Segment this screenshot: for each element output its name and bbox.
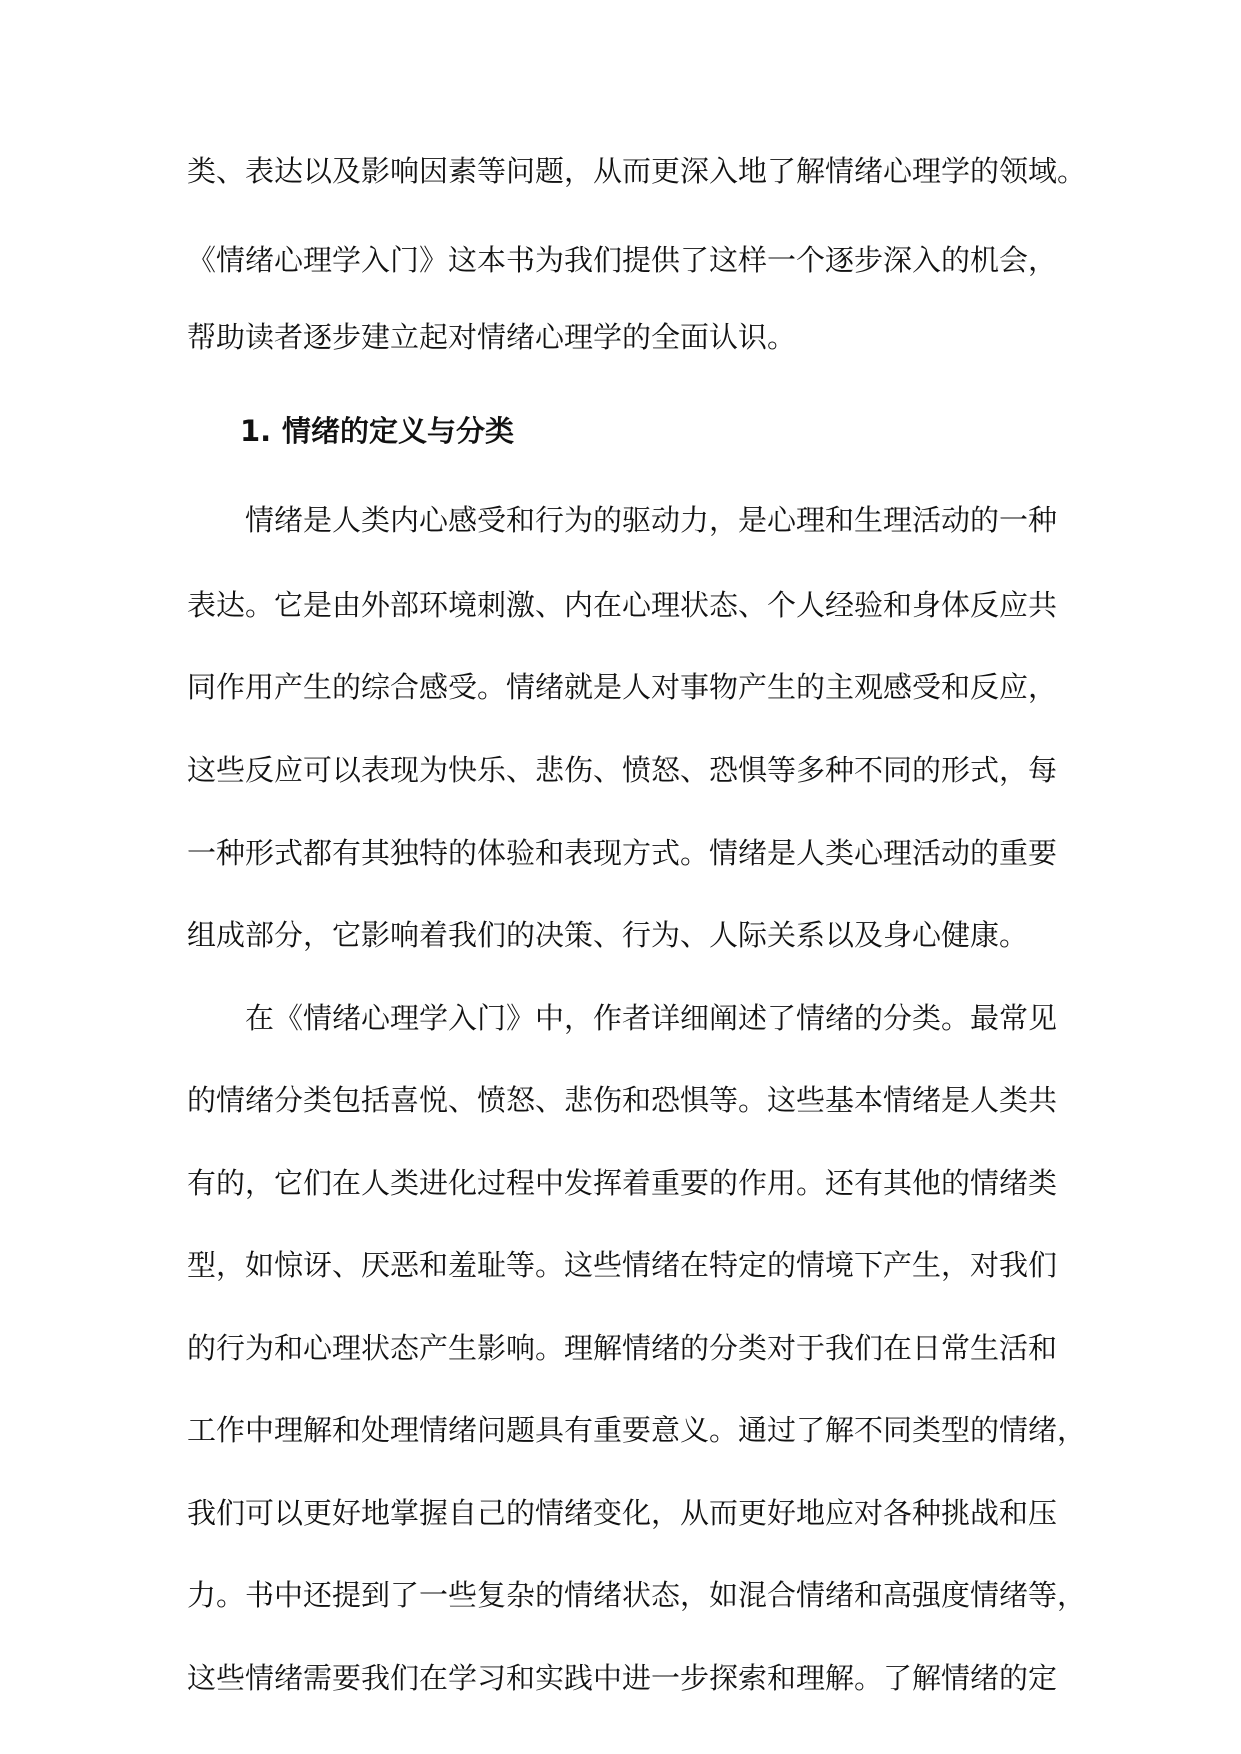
paragraph2-line-1: 在《情绪心理学入门》中，作者详细阐述了情绪的分类。最常见 (245, 1001, 1058, 1035)
intro-line-1: 类、表达以及影响因素等问题，从而更深入地了解情绪心理学的领域。 (187, 154, 1087, 188)
intro-line-3: 帮助读者逐步建立起对情绪心理学的全面认识。 (187, 320, 797, 354)
text-line (0, 904, 1241, 966)
paragraph1-line-5: 一种形式都有其独特的体验和表现方式。情绪是人类心理活动的重要 (187, 836, 1058, 870)
text-line (0, 1399, 1241, 1461)
text-line (0, 987, 1241, 1049)
text-line (0, 1152, 1241, 1214)
paragraph2-line-6: 工作中理解和处理情绪问题具有重要意义。通过了解不同类型的情绪， (187, 1413, 1087, 1447)
text-line (0, 140, 1241, 202)
text-line (0, 574, 1241, 636)
paragraph2-line-5: 的行为和心理状态产生影响。理解情绪的分类对于我们在日常生活和 (187, 1331, 1058, 1365)
paragraph1-line-3: 同作用产生的综合感受。情绪就是人对事物产生的主观感受和反应， (187, 670, 1058, 704)
text-line (0, 1564, 1241, 1626)
paragraph2-line-9: 这些情绪需要我们在学习和实践中进一步探索和理解。了解情绪的定 (187, 1661, 1058, 1695)
text-line (0, 229, 1241, 291)
text-line (0, 656, 1241, 718)
text-line (0, 306, 1241, 368)
paragraph2-line-7: 我们可以更好地掌握自己的情绪变化，从而更好地应对各种挑战和压 (187, 1496, 1058, 1530)
text-line (0, 739, 1241, 801)
text-line (0, 489, 1241, 551)
text-line (0, 1647, 1241, 1709)
paragraph2-line-2: 的情绪分类包括喜悦、愤怒、悲伤和恐惧等。这些基本情绪是人类共 (187, 1083, 1058, 1117)
paragraph2-line-8: 力。书中还提到了一些复杂的情绪状态，如混合情绪和高强度情绪等， (187, 1578, 1087, 1612)
text-line (0, 1069, 1241, 1131)
paragraph1-line-1: 情绪是人类内心感受和行为的驱动力，是心理和生理活动的一种 (245, 503, 1058, 537)
intro-line-2: 《情绪心理学入门》这本书为我们提供了这样一个逐步深入的机会， (187, 243, 1058, 277)
paragraph2-line-4: 型，如惊讶、厌恶和羞耻等。这些情绪在特定的情境下产生，对我们 (187, 1248, 1058, 1282)
paragraph1-line-2: 表达。它是由外部环境刺激、内在心理状态、个人经验和身体反应共 (187, 588, 1058, 622)
paragraph1-line-4: 这些反应可以表现为快乐、悲伤、愤怒、恐惧等多种不同的形式，每 (187, 753, 1058, 787)
section-heading (0, 400, 1241, 462)
text-line (0, 1317, 1241, 1379)
text-line (0, 1482, 1241, 1544)
paragraph1-line-6: 组成部分，它影响着我们的决策、行为、人际关系以及身心健康。 (187, 918, 1029, 952)
text-line (0, 822, 1241, 884)
section-number: 1. (240, 414, 272, 448)
text-line (0, 1234, 1241, 1296)
section-title: 情绪的定义与分类 (282, 414, 515, 448)
paragraph2-line-3: 有的，它们在人类进化过程中发挥着重要的作用。还有其他的情绪类 (187, 1166, 1058, 1200)
